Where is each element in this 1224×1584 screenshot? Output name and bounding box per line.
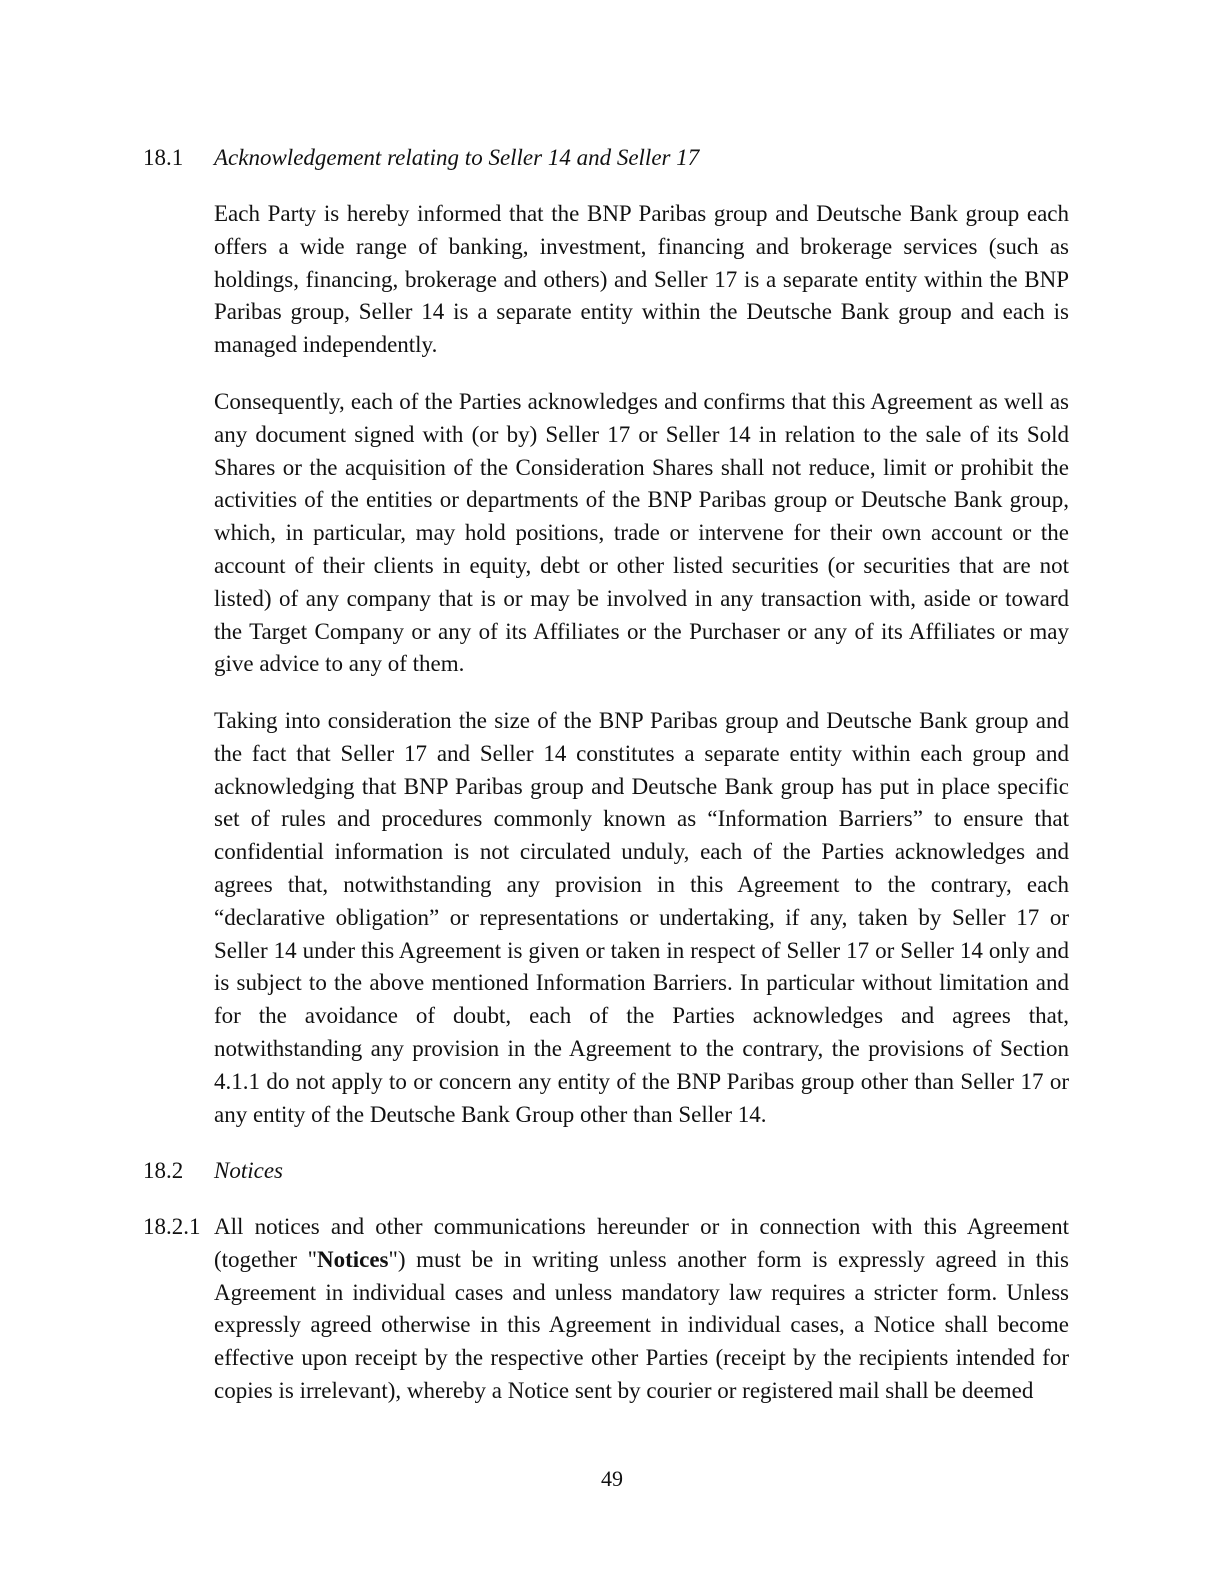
- section-number: 18.2: [143, 1158, 184, 1183]
- paragraph: Consequently, each of the Parties acknowledges and confirms that this Agreement as well as any document signed with (or by) Seller 17 or Seller 14 in relation to the sale of its Sold Shares or the acquisition of the Consideration Shares shall not reduce, limit or prohibit the activities of the entities or departments of the BNP Paribas group or Deutsche Bank group, which, in particular, may hold positions, trade or intervene for their own account or the account of their clients in equity, debt or other listed securities (or securities that are not listed) of any company that is or may be involved in any transaction with, aside or toward the Target Company or any of its Affiliates or the Purchaser or any of its Affiliates or may give advice to any of them.: [214, 389, 1069, 677]
- clause-text: [214, 1211, 1069, 1408]
- clause-number: 18.2.1: [143, 1214, 201, 1239]
- section-number: 18.1: [143, 145, 184, 170]
- section-title: Notices: [214, 1158, 283, 1183]
- paragraph: Each Party is hereby informed that the BNP Paribas group and Deutsche Bank group each offers a wide range of banking, investment, financing and brokerage services (such as holdings, financing, brokerage and others) and Seller 17 is a separate entity within the BNP Paribas group, Seller 14 is a separate entity within the Deutsche Bank group and each is managed independently.: [214, 201, 1069, 358]
- defined-term: Notices: [316, 1246, 389, 1272]
- clause-text-before: All notices and other communications hereunder or in connection with this Agreement (together ": [214, 1214, 1069, 1272]
- page-number: 49: [601, 1466, 623, 1491]
- section-title: Acknowledgement relating to Seller 14 and Seller 17: [214, 145, 700, 170]
- section-18-1-heading: [143, 141, 1073, 174]
- paragraph: Taking into consideration the size of the BNP Paribas group and Deutsche Bank group and the fact that Seller 17 and Seller 14 constitutes a separate entity within each group and acknowledging that BNP Paribas group and Deutsche Bank group has put in place specific set of rules and procedures commonly known as “Information Barriers” to ensure that confidential information is not circulated unduly, each of the Parties acknowledges and agrees that, notwithstanding any provision in this Agreement to the contrary, each “declarative obligation” or representations or undertaking, if any, taken by Seller 17 or Seller 14 under this Agreement is given or taken in respect of Seller 17 or Seller 14 only and is subject to the above mentioned Information Barriers. In particular without limitation and for the avoidance of doubt, each of the Parties acknowledges and agrees that, notwithstanding any provision in the Agreement to the contrary, the provisions of Section 4.1.1 do not apply to or concern any entity of the BNP Paribas group other than Seller 17 or any entity of the Deutsche Bank Group other than Seller 14.: [214, 708, 1069, 1127]
- section-18-2-heading: [143, 1154, 1073, 1187]
- clause-text-after: ") must be in writing unless another form is expressly agreed in this Agreement in individual cases and unless mandatory law requires a stricter form. Unless expressly agreed otherwise in this Agreement in individual cases, a Notice shall become effective upon receipt by the respective other Parties (receipt by the recipients intended for copies is irrelevant), whereby a Notice sent by courier or registered mail shall be deemed: [214, 1246, 1070, 1403]
